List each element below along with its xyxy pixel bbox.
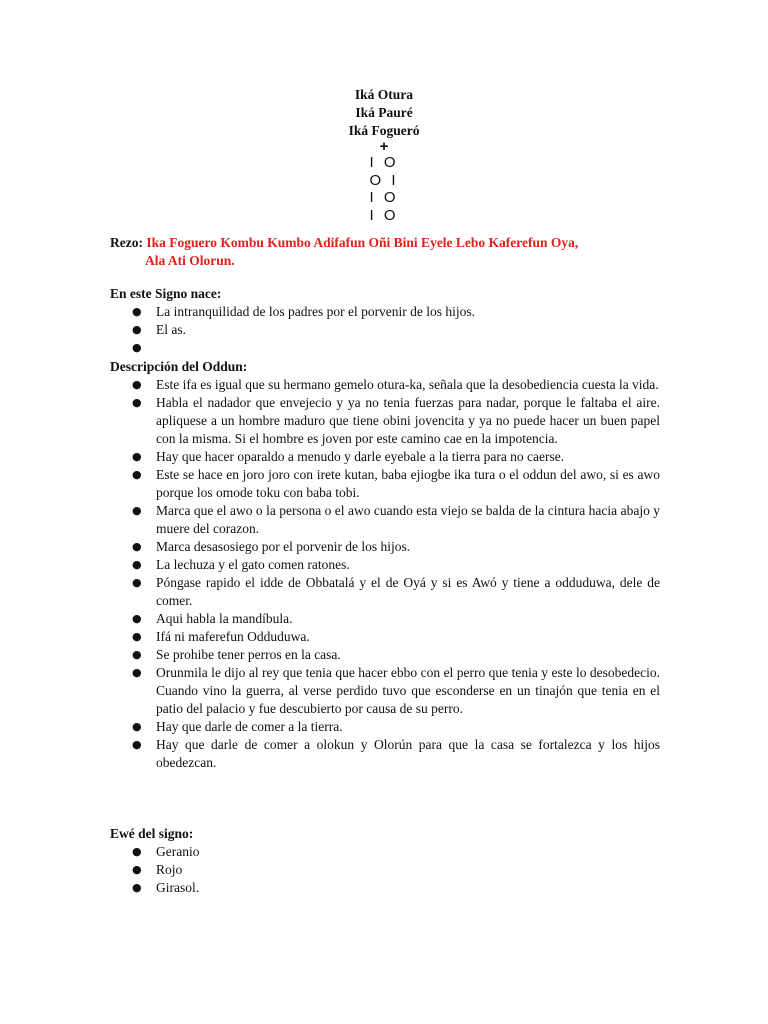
list-item (110, 574, 660, 610)
list-item-text: La lechuza y el gato comen ratones. (156, 557, 350, 572)
list-item (110, 610, 660, 628)
nace-heading: En este Signo nace: (110, 286, 222, 301)
list-item-text: Este se hace en joro joro con irete kutan, baba ejiogbe ika tura o el oddun del awo, si es awo porque los omode toku con baba tobi. (156, 467, 660, 500)
bullet-icon: ● (132, 648, 142, 661)
bullet-icon: ● (132, 341, 142, 354)
list-item (110, 538, 660, 556)
list-item-text: Aqui habla la mandíbula. (156, 611, 293, 626)
list-item (110, 736, 660, 772)
list-item-text: La intranquilidad de los padres por el porvenir de los hijos. (156, 304, 476, 319)
bullet-icon: ● (132, 378, 142, 391)
list-item-text: Hay que hacer oparaldo a menudo y darle eyebale a la tierra para no caerse. (156, 449, 565, 464)
bullet-icon: ● (132, 504, 142, 517)
list-item (110, 879, 660, 897)
list-item (110, 664, 660, 718)
rezo-line (110, 234, 660, 252)
bullet-icon: ● (132, 540, 142, 553)
bullet-icon: ● (132, 558, 142, 571)
list-item-text: Hay que darle de comer a olokun y Olorún para que la casa se fortalezca y los hijos obedezcan. (156, 737, 660, 770)
list-item-text: El as. (156, 322, 186, 337)
list-item-text: Póngase rapido el idde de Obbatalá y el de Oyá y si es Awó y tiene a odduduwa, dele de comer. (156, 575, 660, 608)
sign-title-2: Iká Pauré (355, 105, 413, 120)
ewe-section (110, 825, 660, 897)
list-item (110, 718, 660, 736)
list-item (110, 502, 660, 538)
list-item-text: Marca desasosiego por el porvenir de los hijos. (156, 539, 411, 554)
ewe-list (110, 843, 660, 897)
descripcion-heading: Descripción del Oddun: (110, 359, 248, 374)
list-item-text: Este ifa es igual que su hermano gemelo otura-ka, señala que la desobediencia cuesta la vida. (156, 377, 659, 392)
list-item-text: Habla el nadador que envejecio y ya no tenia fuerzas para nadar, porque le faltaba el aire. apliquese a un hombre maduro que tiene obini jovencita y ya no puede hacer un buen papel con la misma. Si el hombre es joven por este camino cae en la impotencia. (156, 395, 660, 446)
bullet-icon: ● (132, 845, 142, 858)
bullet-icon: ● (132, 738, 142, 751)
list-item (110, 843, 660, 861)
bullet-icon: ● (132, 468, 142, 481)
list-item (110, 339, 660, 357)
list-item (110, 628, 660, 646)
rezo-text-line2: Ala Ati Olorun. (145, 253, 235, 268)
bullet-icon: ● (132, 630, 142, 643)
nace-list (110, 303, 660, 357)
sign-mark-row-3: I O (369, 189, 399, 206)
bullet-icon: ● (132, 396, 142, 409)
list-item-text: Ifá ni maferefun Odduduwa. (156, 629, 310, 644)
list-item (110, 861, 660, 879)
bullet-icon: ● (132, 450, 142, 463)
rezo-label: Rezo: (110, 235, 143, 250)
list-item (110, 646, 660, 664)
list-item (110, 394, 660, 448)
list-item (110, 376, 660, 394)
list-item-text: Se prohibe tener perros en la casa. (156, 647, 341, 662)
bullet-icon: ● (132, 863, 142, 876)
list-item-text: Rojo (156, 862, 183, 877)
bullet-icon: ● (132, 612, 142, 625)
list-item (110, 466, 660, 502)
bullet-icon: ● (132, 666, 142, 679)
descripcion-list (110, 376, 660, 772)
bullet-icon: ● (132, 323, 142, 336)
bullet-icon: ● (132, 576, 142, 589)
bullet-icon: ● (132, 881, 142, 894)
sign-title-3: Iká Fogueró (348, 123, 420, 138)
sign-mark-row-2: O I (369, 171, 399, 189)
sign-mark-row-4: I O (369, 206, 399, 224)
list-item (110, 321, 660, 339)
list-item-text: Hay que darle de comer a la tierra. (156, 719, 343, 734)
ewe-heading: Ewé del signo: (110, 826, 194, 841)
sign-plus-symbol: + (379, 138, 389, 155)
descripcion-section (110, 358, 660, 772)
rezo-text-line1: Ika Foguero Kombu Kumbo Adifafun Oñi Bini Eyele Lebo Kaferefun Oya, (146, 235, 579, 250)
bullet-icon: ● (132, 305, 142, 318)
list-item (110, 303, 660, 321)
sign-title-1: Iká Otura (354, 87, 414, 102)
list-item-text: Girasol. (156, 880, 200, 895)
list-item-text: Marca que el awo o la persona o el awo cuando esta viejo se balda de la cintura hacia abajo y muere del corazon. (156, 503, 660, 536)
sign-mark-row-1: I O (369, 154, 399, 171)
list-item (110, 556, 660, 574)
bullet-icon: ● (132, 720, 142, 733)
sign-marks (0, 154, 768, 224)
sign-title-block (0, 86, 768, 224)
list-item-text: Geranio (156, 844, 200, 859)
list-item (110, 448, 660, 466)
nace-section (110, 285, 660, 357)
list-item-text: Orunmila le dijo al rey que tenia que hacer ebbo con el perro que tenia y este lo desobedecio. Cuando vino la guerra, al verse perdido tuvo que esconderse en un tinajón que tenia en el patio del palacio y fue descubierto por causa de su perro. (156, 665, 660, 716)
